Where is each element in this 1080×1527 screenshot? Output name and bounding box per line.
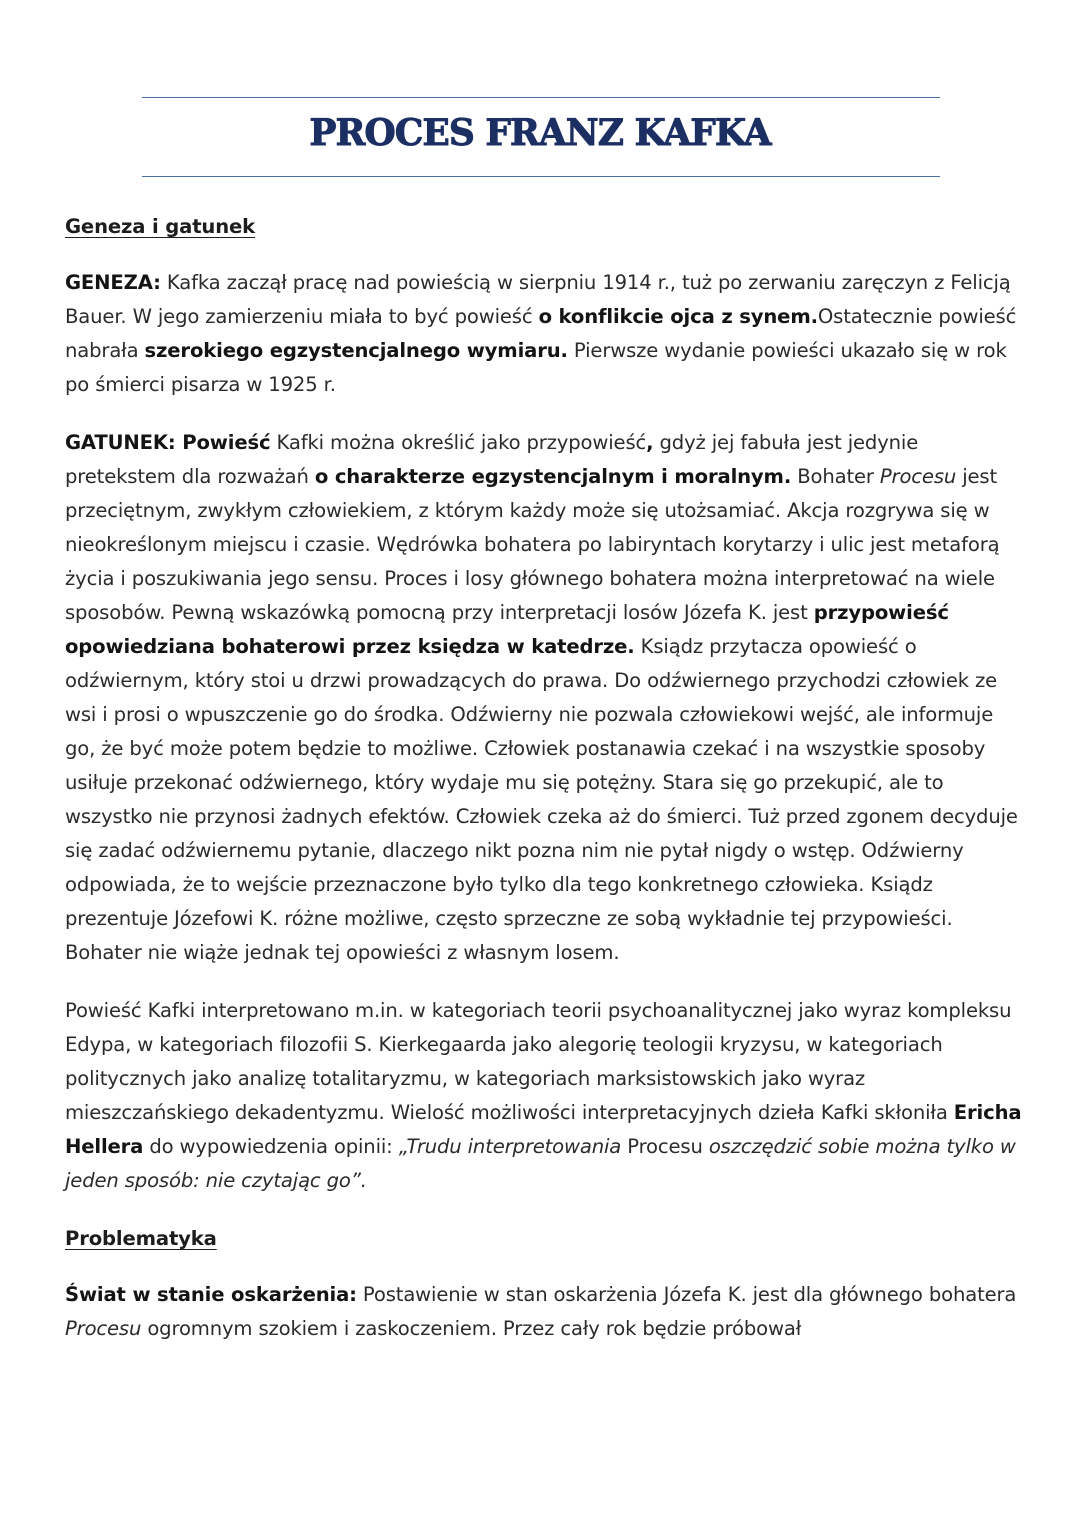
paragraph-geneza xyxy=(65,266,1025,402)
section-heading-problematyka: Problematyka xyxy=(65,1227,217,1250)
interp-text-1: Powieść Kafki interpretowano m.in. w kategoriach teorii psychoanalitycznej jako wyraz kompleksu Edypa, w kategoriach filozofii S. Kierkegaarda jako alegorię teologii kryzysu, w kategoriach politycznych jako analizę totalitaryzmu, w kategoriach marksistowskich jako wyraz mieszczańskiego dekadentyzmu. Wielość możliwości interpretacyjnych dzieła Kafki skłoniła xyxy=(65,999,1012,1124)
interp-text-3: Procesu xyxy=(621,1135,709,1158)
gatunek-text-1: Kafki można określić jako przypowieść xyxy=(270,431,647,454)
geneza-label: GENEZA: xyxy=(65,271,161,294)
swiat-text-2: ogromnym szokiem i zaskoczeniem. Przez cały rok będzie próbował xyxy=(141,1317,802,1340)
geneza-bold-1: o konflikcie ojca z synem. xyxy=(538,305,818,328)
gatunek-italic-1: Procesu xyxy=(879,465,957,488)
interp-italic-1: „Trudu interpretowania xyxy=(398,1135,622,1158)
paragraph-interpretacje xyxy=(65,994,1025,1198)
geneza-text-3: Pierwsze wydanie powieści ukazało się w rok po śmierci pisarza w 1925 r. xyxy=(65,339,1007,396)
swiat-label: Świat w stanie oskarżenia: xyxy=(65,1283,357,1306)
paragraph-gatunek xyxy=(65,426,1025,970)
interp-text-2: do wypowiedzenia opinii: xyxy=(143,1135,399,1158)
swiat-text-1: Postawienie w stan oskarżenia Józefa K. jest dla głównego bohatera xyxy=(356,1283,1017,1306)
title-rule-bottom xyxy=(142,176,940,177)
gatunek-label: GATUNEK: Powieść xyxy=(65,431,271,454)
swiat-italic-1: Procesu xyxy=(65,1317,142,1340)
geneza-bold-2: szerokiego egzystencjalnego wymiaru. xyxy=(144,339,568,362)
document-body xyxy=(65,210,1025,1370)
gatunek-text-5: Ksiądz przytacza opowieść o odźwiernym, który stoi u drzwi prowadzących do prawa. Do odźwiernego przychodzi człowiek ze wsi i prosi o wpuszczenie go do środka. Odźwierny nie pozwala człowiekowi wejść, ale informuje go, że być może potem będzie to możliwe. Człowiek postanawia czekać i na wszystkie sposoby usiłuje przekonać odźwiernego, który wydaje mu się potężny. Stara się go przekupić, ale to wszystko nie przynosi żadnych efektów. Człowiek czeka aż do śmierci. Tuż przed zgonem decyduje się zadać odźwiernemu pytanie, dlaczego nikt pozna nim nie pytał nigdy o wstęp. Odźwierny odpowiada, że to wejście przeznaczone było tylko dla tego konkretnego człowieka. Ksiądz prezentuje Józefowi K. różne możliwe, często sprzeczne ze sobą wykładnie tej przypowieści. Bohater nie wiąże jednak tej opowieści z własnym losem. xyxy=(65,635,1018,964)
paragraph-swiat xyxy=(65,1278,1025,1346)
gatunek-text-4: jest przeciętnym, zwykłym człowiekiem, z którym każdy może się utożsamiać. Akcja rozgrywa się w nieokreślonym miejscu i czasie. Wędrówka bohatera po labiryntach korytarzy i ulic jest metaforą życia i poszukiwania jego sensu. Proces i losy głównego bohatera można interpretować na wiele sposobów. Pewną wskazówką pomocną przy interpretacji losów Józefa K. jest xyxy=(65,465,1000,624)
section-heading-geneza-gatunek: Geneza i gatunek xyxy=(65,215,256,238)
gatunek-text-2: gdyż jej fabuła jest jedynie pretekstem dla rozważań xyxy=(65,431,919,488)
title-rule-top xyxy=(142,97,940,98)
interp-italic-2: oszczędzić sobie można tylko w jeden sposób: nie czytając go”. xyxy=(65,1135,1016,1192)
geneza-text-1: Kafka zaczął pracę nad powieścią w sierpniu 1914 r., tuż po zerwaniu zaręczyn z Felicją Bauer. W jego zamierzeniu miała to być powieść xyxy=(65,271,1011,328)
gatunek-bold-2: przypowieść opowiedziana bohaterowi przez księdza w katedrze. xyxy=(65,601,949,658)
gatunek-text-3: Bohater xyxy=(791,465,880,488)
gatunek-comma: , xyxy=(646,431,654,454)
geneza-text-2: Ostatecznie powieść nabrała xyxy=(65,305,1017,362)
page-title: PROCES FRANZ KAFKA xyxy=(309,112,771,154)
gatunek-bold-1: o charakterze egzystencjalnym i moralnym. xyxy=(314,465,792,488)
interp-bold-1: Ericha Hellera xyxy=(65,1101,1022,1158)
